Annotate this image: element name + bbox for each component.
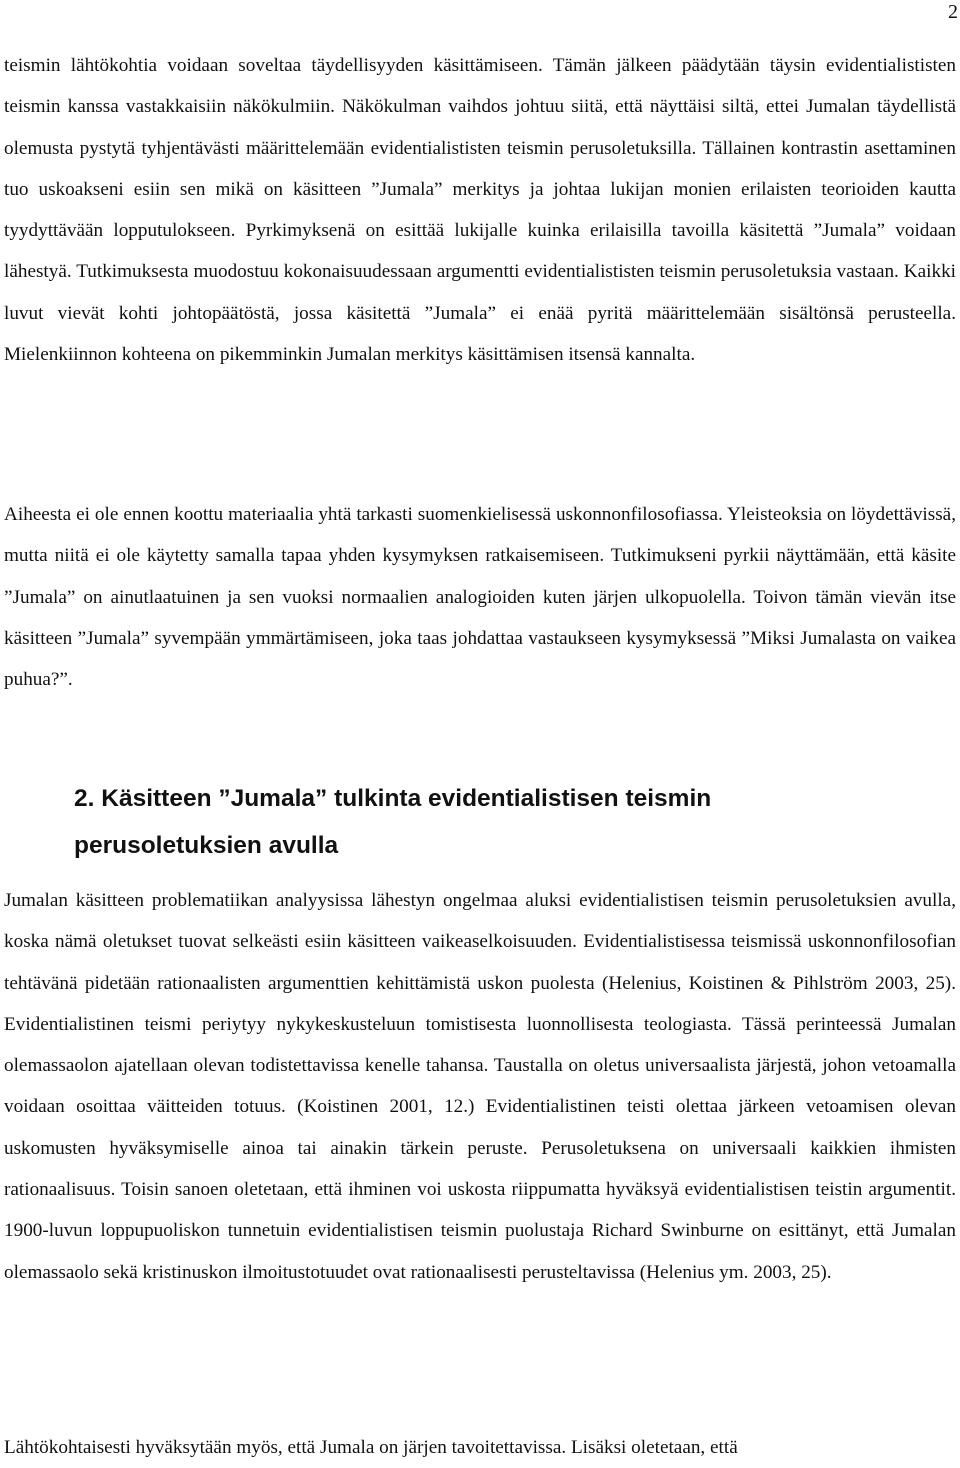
paragraph-research-novelty: Aiheesta ei ole ennen koottu materiaalia yhtä tarkasti suomenkielisessä uskonnonfilosofiassa. Yleisteoksia on löydettävissä, mutta niitä ei ole käytetty samalla tapaa yhden kysymyksen ratkaisemiseen. Tutkimukseni pyrkii näyttämään, että käsite ”Jumala” on ainutlaatuinen ja sen vuoksi normaalien analogioiden kuten järjen ulkopuolella. Toivon tämän vievän itse käsitteen ”Jumala” syvempään ymmärtämiseen, joka taas johdattaa vastaukseen kysymyksessä ”Miksi Jumalasta on vaikea puhua?”. bbox=[4, 504, 956, 691]
section-number: 2. bbox=[74, 785, 95, 812]
paragraph-intro-argument: teismin lähtökohtia voidaan soveltaa täydellisyyden käsittämiseen. Tämän jälkeen päädytään täysin evidentialististen teismin kanssa vastakkaisiin näkökulmiin. Näkökulman vaihdos johtuu siitä, että näyttäisi siltä, ettei Jumalan täydellistä olemusta pystytä tyhjentävästi määrittelemään evidentialististen teismin perusoletuksilla. Tällainen kontrastin asettaminen tuo uskoakseni esiin sen mikä on käsitteen ”Jumala” merkitys ja johtaa lukijan monien erilaisten teorioiden kautta tyydyttävään lopputulokseen. Pyrkimyksenä on esittää lukijalle kuinka erilaisilla tavoilla käsitettä ”Jumala” voidaan lähestyä. Tutkimuksesta muodostuu kokonaisuudessaan argumentti evidentialististen teismin perusoletuksia vastaan. Kaikki luvut vievät kohti johtopäätöstä, jossa käsitettä ”Jumala” ei enää pyritä määrittelemään sisältönsä perusteella. Mielenkiinnon kohteena on pikemminkin Jumalan merkitys käsittämisen itsensä kannalta. bbox=[4, 55, 956, 366]
paragraph-starting-assumptions: Lähtökohtaisesti hyväksytään myös, että Jumala on järjen tavoitettavissa. Lisäksi oletetaan, että bbox=[4, 1437, 738, 1458]
page-number: 2 bbox=[948, 1, 958, 23]
paragraph-evidentialist-theism: Jumalan käsitteen problematiikan analyysissa lähestyn ongelmaa aluksi evidentialistisen teismin perusoletuksien avulla, koska nämä oletukset tuovat selkeästi esiin käsitteen vaikeaselkoisuuden. Evidentialistisessa teismissä uskonnonfilosofian tehtävänä pidetään rationaalisten argumenttien kehittämistä uskon puolesta (Helenius, Koistinen & Pihlström 2003, 25). Evidentialistinen teismi periytyy nykykeskusteluun tomistisesta luonnollisesta teologiasta. Tässä perinteessä Jumalan olemassaolon ajatellaan olevan todistettavissa kenelle tahansa. Taustalla on oletus universaalista järjestä, johon vetoamalla voidaan osoittaa väitteiden totuus. (Koistinen 2001, 12.) Evidentialistinen teisti olettaa järkeen vetoamisen olevan uskomusten hyväksymiselle ainoa tai ainakin tärkein peruste. Perusoletuksena on universaali kaikkien ihmisten rationaalisuus. Toisin sanoen oletetaan, että ihminen voi uskosta riippumatta hyväksyä evidentialistisen teistin argumentit. 1900-luvun loppupuoliskon tunnetuin evidentialistisen teismin puolustaja Richard Swinburne on esittänyt, että Jumalan olemassaolo sekä kristinuskon ilmoitustotuudet ovat rationaalisesti perusteltavissa (Helenius ym. 2003, 25). bbox=[4, 890, 956, 1283]
section-heading bbox=[74, 775, 874, 869]
section-title: Käsitteen ”Jumala” tulkinta evidentialistisen teismin perusoletuksien avulla bbox=[74, 785, 712, 859]
